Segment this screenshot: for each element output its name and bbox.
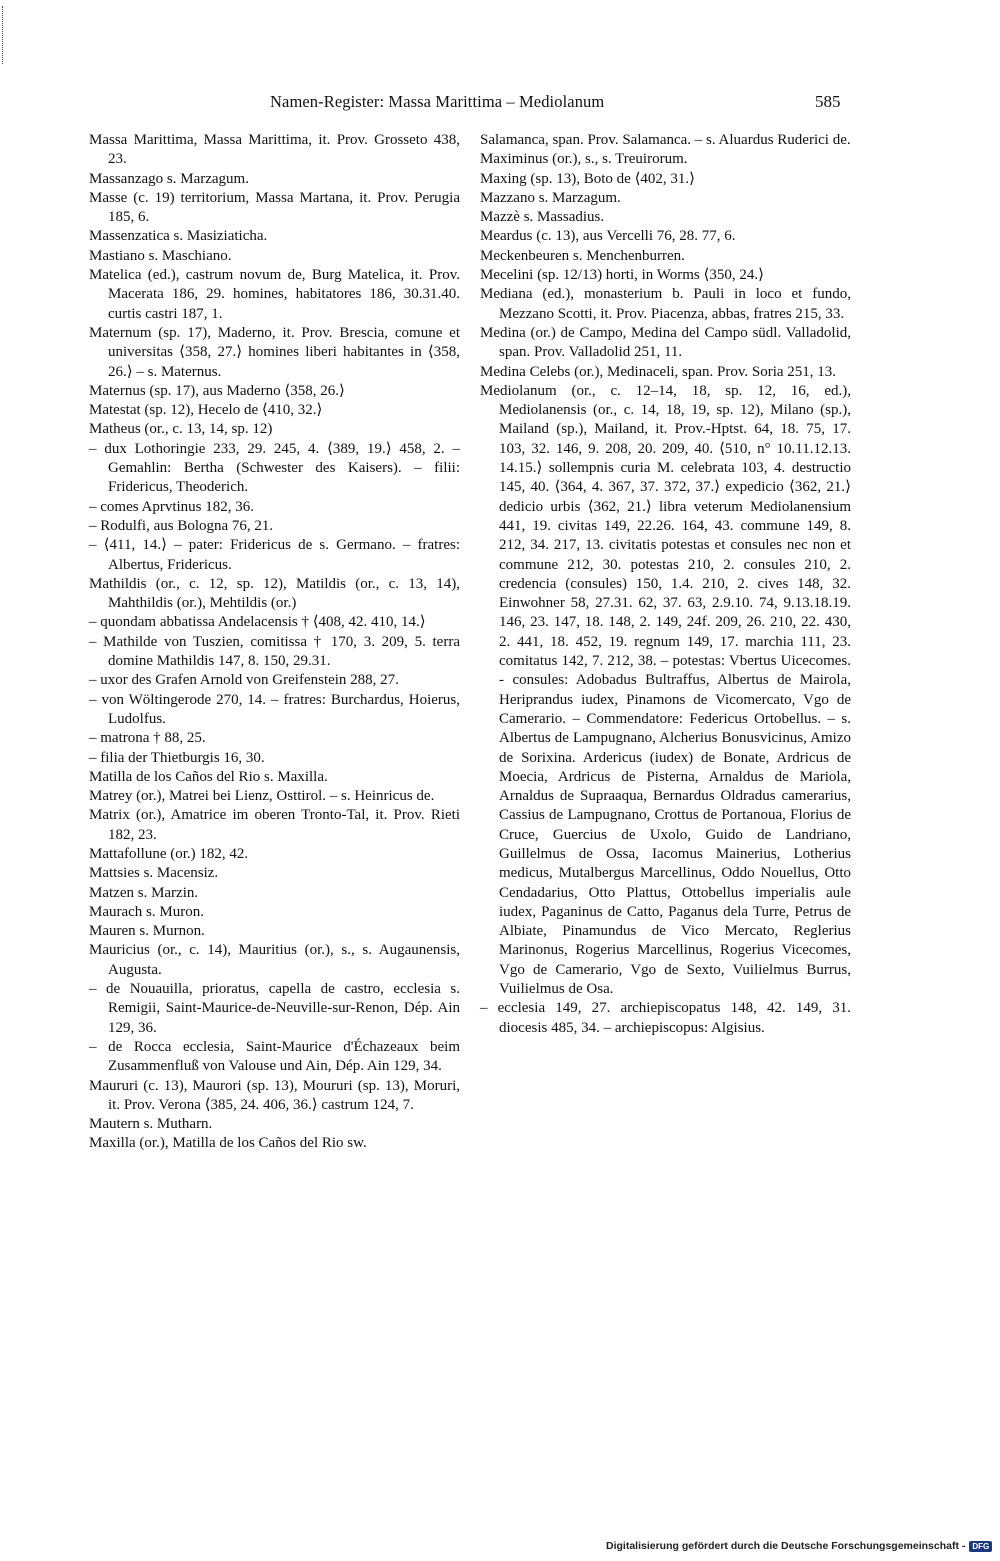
index-column-right	[480, 131, 851, 1038]
scan-edge-mark	[2, 6, 4, 64]
index-entry: Matrix (or.), Amatrice im oberen Tronto-Tal, it. Prov. Rieti 182, 23.	[89, 807, 460, 843]
index-entry: Mauren s. Murnon.	[89, 923, 205, 940]
index-entry: Masse (c. 19) territorium, Massa Martana, it. Prov. Perugia 185, 6.	[89, 189, 460, 226]
index-entry: Mautern s. Mutharn.	[89, 1116, 213, 1133]
index-entry: Salamanca, span. Prov. Salamanca. – s. Aluardus Ruderici de.	[480, 132, 851, 148]
index-entry: Maternus (sp. 17), aus Maderno ⟨358, 26.⟩	[89, 382, 345, 399]
index-entry: Mastiano s. Maschiano.	[89, 247, 232, 264]
index-entry: Maximinus (or.), s., s. Treuirorum.	[480, 151, 688, 168]
index-entry: Medina Celebs (or.), Medinaceli, span. Prov. Soria 251, 13.	[480, 363, 837, 380]
index-entry: – comes Aprvtinus 182, 36.	[89, 498, 254, 515]
index-entry: Maxing (sp. 13), Boto de ⟨402, 31.⟩	[480, 170, 696, 187]
index-entry: Mecelini (sp. 12/13) horti, in Worms ⟨350, 24.⟩	[480, 267, 764, 284]
index-entry: – Mathilde von Tuszien, comitissa † 170, 3. 209, 5. terra domine Mathildis 147, 8. 150, 29.31.	[89, 633, 460, 670]
index-entry: Massenzatica s. Masiziaticha.	[89, 228, 268, 245]
index-entry: – de Rocca ecclesia, Saint-Maurice d'Échazeaux beim Zusammenfluß von Valouse und Ain, Dép. Ain 129, 34.	[89, 1038, 460, 1075]
index-entry: Matheus (or., c. 13, 14, sp. 12)	[89, 421, 273, 438]
index-entry: Matrey (or.), Matrei bei Lienz, Osttirol. – s. Heinricus de.	[89, 788, 435, 805]
index-entry: – Rodulfi, aus Bologna 76, 21.	[89, 517, 274, 534]
index-entry: – dux Lothoringie 233, 29. 245, 4. ⟨389, 19.⟩ 458, 2. – Gemahlin: Bertha (Schwester des Kaisers). – filii: Fridericus, Theoderich.	[89, 440, 460, 496]
index-entry: Mazzè s. Massadius.	[480, 209, 605, 226]
index-entry: Matelica (ed.), castrum novum de, Burg Matelica, it. Prov. Macerata 186, 29. homines, habitatores 186, 30.31.40. curtis castri 187, 1.	[89, 267, 460, 322]
index-entry: – matrona † 88, 25.	[89, 730, 206, 747]
index-entry: Meckenbeuren s. Menchenburren.	[480, 247, 685, 264]
index-entry: Mazzano s. Marzagum.	[480, 189, 621, 206]
index-entry: – ⟨411, 14.⟩ – pater: Fridericus de s. Germano. – fratres: Albertus, Fridericus.	[89, 537, 460, 573]
index-entry: Maternum (sp. 17), Maderno, it. Prov. Brescia, comune et universitas ⟨358, 27.⟩ homines liberi habitantes in ⟨358, 26.⟩ – s. Maternus.	[89, 324, 460, 380]
index-entry: – ecclesia 149, 27. archiepiscopatus 148, 42. 149, 31. diocesis 485, 34. – archiepiscopus: Algisius.	[480, 1000, 851, 1036]
index-entry: Maurach s. Muron.	[89, 903, 204, 920]
index-entry: Mattsies s. Macensiz.	[89, 865, 219, 882]
page-title: Namen-Register: Massa Marittima – Mediolanum	[270, 92, 605, 111]
index-entry: Medina (or.) de Campo, Medina del Campo südl. Valladolid, span. Prov. Valladolid 251, 11.	[480, 324, 851, 361]
credit-text: Digitalisierung gefördert durch die Deutsche Forschungsgemeinschaft -	[606, 1540, 966, 1552]
dfg-logo: DFG	[969, 1541, 992, 1552]
index-entry: Matestat (sp. 12), Hecelo de ⟨410, 32.⟩	[89, 402, 323, 419]
index-entry: Meardus (c. 13), aus Vercelli 76, 28. 77, 6.	[480, 228, 736, 245]
index-entry: – quondam abbatissa Andelacensis † ⟨408, 42. 410, 14.⟩	[89, 614, 426, 631]
index-entry: Massa Marittima, Massa Marittima, it. Prov. Grosseto 438, 23.	[89, 132, 460, 168]
digitization-credit	[606, 1540, 992, 1552]
index-entry: – filia der Thietburgis 16, 30.	[89, 749, 265, 766]
index-entry: – de Nouauilla, prioratus, capella de castro, ecclesia s. Remigii, Saint-Maurice-de-Neuville-sur-Renon, Dép. Ain 129, 36.	[89, 981, 460, 1036]
index-entry: Mauricius (or., c. 14), Mauritius (or.), s., s. Augaunensis, Augusta.	[89, 942, 460, 978]
index-entry: Mediana (ed.), monasterium b. Pauli in loco et fundo, Mezzano Scotti, it. Prov. Piacenza, abbas, fratres 215, 33.	[480, 286, 851, 322]
index-entry: – uxor des Grafen Arnold von Greifenstein 288, 27.	[89, 672, 399, 689]
index-entry: Mathildis (or., c. 12, sp. 12), Matildis (or., c. 13, 14), Mahthildis (or.), Mehtildis (or.)	[89, 575, 460, 612]
index-column-left	[89, 131, 460, 1154]
index-entry: Matzen s. Marzin.	[89, 884, 199, 901]
index-entry: Mattafollune (or.) 182, 42.	[89, 845, 249, 862]
running-head	[0, 92, 1000, 116]
index-entry: Maxilla (or.), Matilla de los Caños del Rio sw.	[89, 1135, 367, 1152]
index-entry: Massanzago s. Marzagum.	[89, 170, 249, 187]
page-number: 585	[815, 92, 841, 111]
index-entry: Mediolanum (or., c. 12–14, 18, sp. 12, 16, ed.), Mediolanensis (or., c. 14, 18, 19, sp. 12), Milano (sp.), Mailand (sp.), Mailand, it. Prov.-Hptst. 64, 18. 75, 17. 103, 32. 146, 9. 208, 20. 209, 40. ⟨510, n° 10.11.12.13. 14.15.⟩ sollempnis curia M. celebrata 103, 4. destructio 145, 40. ⟨364, 4. 367, 37. 372, 37.⟩ expedicio ⟨362, 21.⟩ dedicio urbis ⟨362, 21.⟩ libra veterum Mediolanensium 441, 19. civitas 149, 22.26. 164, 43. commune 149, 8. 212, 34. 217, 13. civitatis potestas et consules nec non et commune 212, 30. potestas 210, 2. consules 210, 2. credencia (consules) 150, 1.4. 210, 2. cives 148, 32. Einwohner 58, 27.31. 62, 37. 63, 2.9.10. 74, 9.13.18.19. 146, 23. 147, 18. 148, 2. 149, 24f. 209, 26. 210, 22. 430, 2. 441, 18. 452, 19. regnum 149, 17. marchia 111, 23. comitatus 142, 7. 212, 38. – potestas: Vbertus Uicecomes. - consules: Adobadus Bultraffus, Albertus de Mairola, Heriprandus iudex, Pinamons de Vicomercato, Vgo de Camerario. – Commendatore: Federicus Ortobellus. – s. Albertus de Lampugnano, Alcherius Bonusvicinus, Amizo de Sorixina. Ardericus (iudex) de Bonate, Ardricus de Moecia, Ardricus de Pisterna, Arnaldus de Mariola, Arnaldus de Supraaqua, Bernardus Oldradus camerarius, Cassius de Lampugnano, Crottus de Portanoua, Florius de Cruce, Guercius de Uxolo, Guido de Landriano, Guillelmus de Ossa, Iacomus Mainerius, Lotherius medicus, Mutalbergus Marcellinus, Oddo Nouellus, Otto Cendadarius, Otto Plattus, Ottobellus imperialis aule iudex, Paganinus de Catto, Paganus dela Turre, Petrus de Albiate, Pinamundus de Vico Mercato, Reglerius Marinonus, Rogerius Marcellinus, Rogerius Vicecomes, Vgo de Camerario, Vgo de Sexto, Vuilielmus Burrus, Vuilielmus de Osa.	[480, 382, 851, 998]
index-entry: Matilla de los Caños del Rio s. Maxilla.	[89, 768, 328, 785]
index-entry: – von Wöltingerode 270, 14. – fratres: Burchardus, Hoierus, Ludolfus.	[89, 691, 460, 727]
index-entry: Maururi (c. 13), Maurori (sp. 13), Moururi (sp. 13), Moruri, it. Prov. Verona ⟨385, 24. 406, 36.⟩ castrum 124, 7.	[89, 1077, 460, 1113]
